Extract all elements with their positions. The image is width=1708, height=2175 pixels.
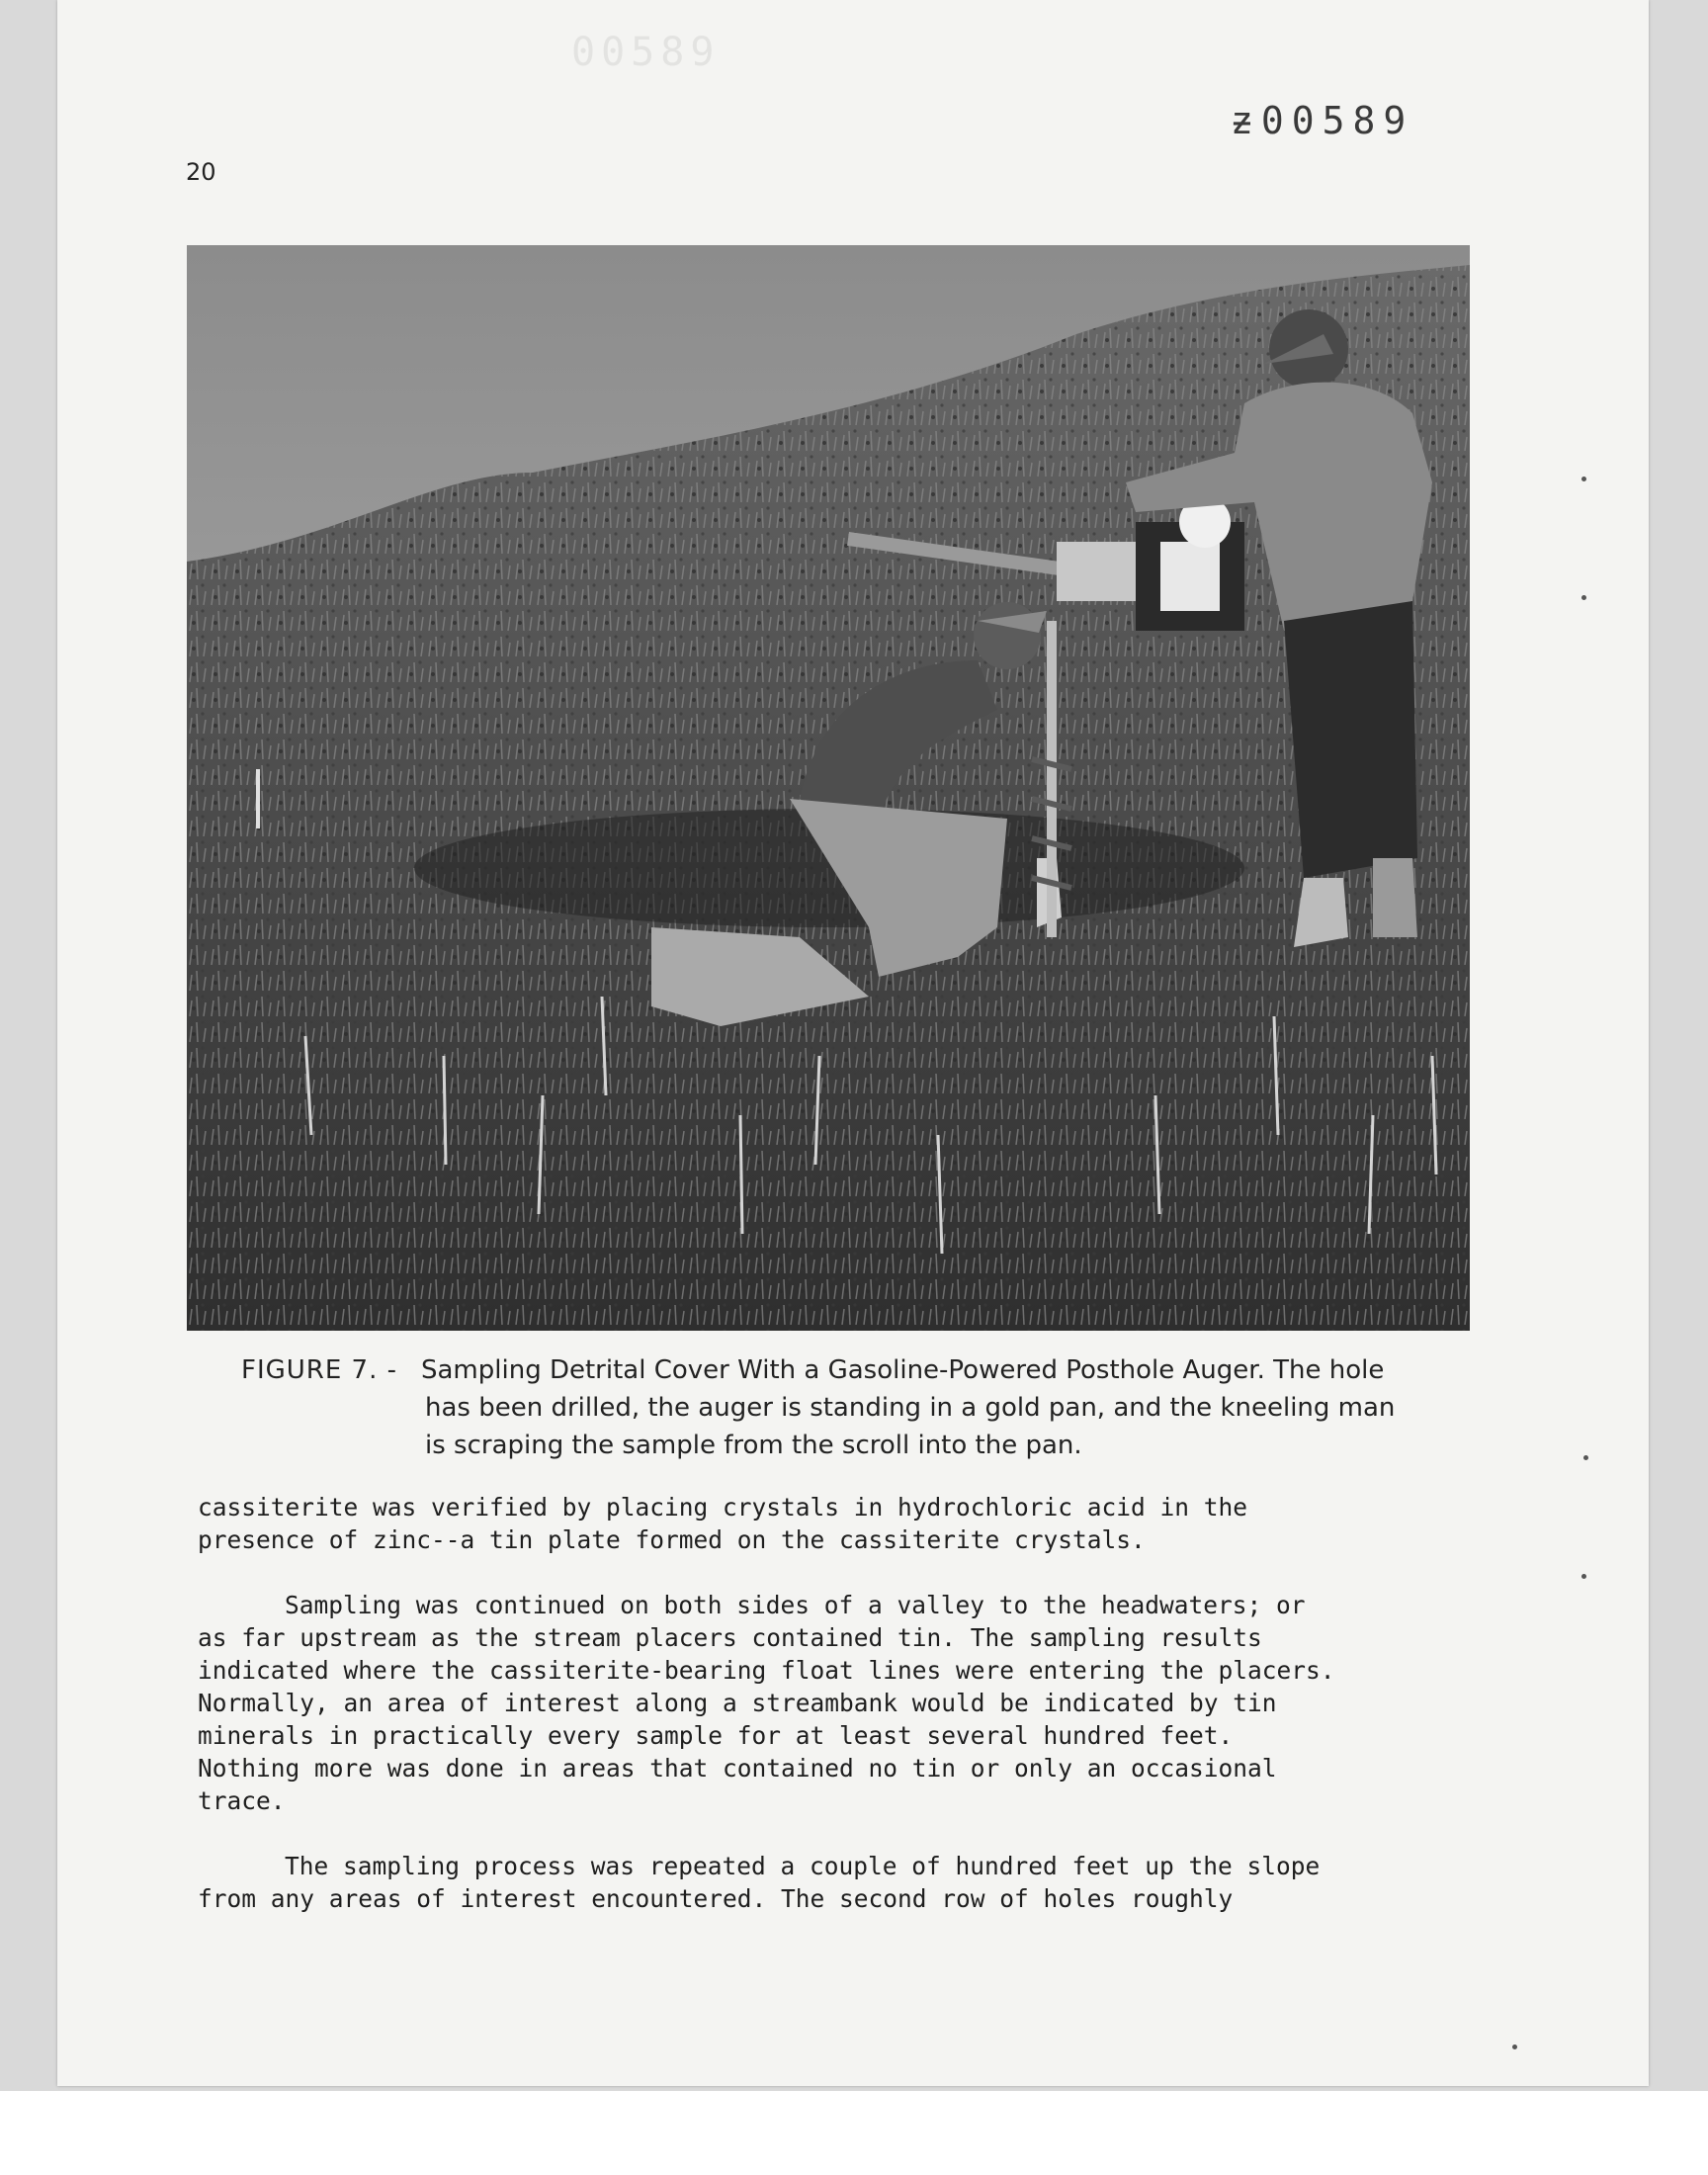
paragraph xyxy=(198,1589,1512,1817)
text-line: as far upstream as the stream placers contained tin. The sampling results xyxy=(198,1623,1262,1652)
text-line: Normally, an area of interest along a streambank would be indicated by tin xyxy=(198,1689,1277,1717)
text-line: indicated where the cassiterite-bearing float lines were entering the placers. xyxy=(198,1656,1335,1685)
paragraph xyxy=(198,1491,1512,1556)
body-text xyxy=(198,1491,1512,1948)
paragraph xyxy=(198,1850,1512,1915)
figure-photo xyxy=(187,245,1470,1331)
text-line: cassiterite was verified by placing crystals in hydrochloric acid in the xyxy=(198,1493,1248,1522)
scan-speck xyxy=(1581,1574,1586,1579)
text-line: trace. xyxy=(198,1786,286,1815)
ghost-stamp: 00589 xyxy=(571,30,721,75)
caption-label: FIGURE 7. - xyxy=(241,1355,398,1385)
page-number: 20 xyxy=(186,158,216,186)
document-stamp: ƶ00589 xyxy=(1231,99,1414,142)
text-line: Nothing more was done in areas that contained no tin or only an occasional xyxy=(198,1754,1277,1783)
text-line: minerals in practically every sample for at least several hundred feet. xyxy=(198,1721,1234,1750)
scan-speck xyxy=(1581,595,1586,600)
scan-speck xyxy=(1583,1455,1588,1460)
field-photo-icon xyxy=(187,245,1470,1331)
caption-line: Sampling Detrital Cover With a Gasoline-Powered Posthole Auger. The hole xyxy=(421,1355,1385,1385)
text-line: The sampling process was repeated a couple of hundred feet up the slope xyxy=(285,1852,1321,1880)
figure-caption xyxy=(241,1351,1487,1464)
text-line: from any areas of interest encountered. The second row of holes roughly xyxy=(198,1884,1234,1913)
text-line: Sampling was continued on both sides of a valley to the headwaters; or xyxy=(285,1591,1306,1619)
scan-speck xyxy=(1581,477,1586,481)
scan-speck xyxy=(1512,2044,1517,2049)
caption-line: is scraping the sample from the scroll into the pan. xyxy=(425,1431,1082,1460)
caption-line: has been drilled, the auger is standing in a gold pan, and the kneeling man xyxy=(425,1393,1396,1423)
text-line: presence of zinc--a tin plate formed on the cassiterite crystals. xyxy=(198,1525,1146,1554)
